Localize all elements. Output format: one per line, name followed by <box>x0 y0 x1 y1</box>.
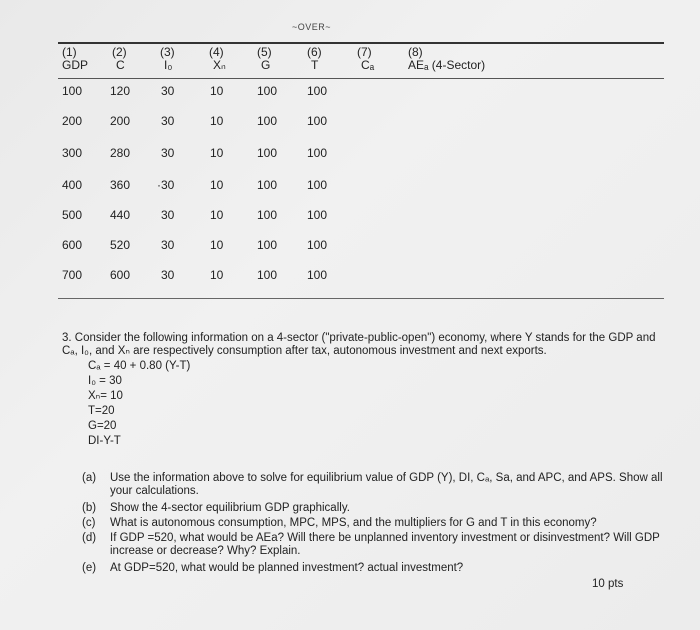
over-note: ~OVER~ <box>292 22 332 32</box>
table-cell: 500 <box>62 208 83 222</box>
table-cell: 280 <box>110 146 131 160</box>
col-header-g: (5) G <box>257 45 272 72</box>
table-bottom-rule <box>58 298 664 299</box>
table-cell: 360 <box>110 178 131 192</box>
table-cell: 10 <box>210 238 224 252</box>
table-cell: 30 <box>161 114 175 128</box>
table-cell: ·30 <box>157 178 175 192</box>
table-cell: 100 <box>257 268 278 282</box>
table-cell: 100 <box>307 178 328 192</box>
table-cell: 600 <box>62 238 83 252</box>
table-cell: 10 <box>210 84 224 98</box>
col-header-gdp: (1) GDP <box>62 45 89 72</box>
table-cell: 30 <box>161 268 175 282</box>
question-intro-line2: Cₐ, I₀, and Xₙ are respectively consumption after tax, autonomous investment and next exports. <box>62 345 547 357</box>
table-cell: 100 <box>307 114 328 128</box>
table-cell: 100 <box>257 208 278 222</box>
table-cell: 100 <box>257 146 278 160</box>
table-cell: 440 <box>110 208 131 222</box>
table-cell: 100 <box>257 238 278 252</box>
table-cell: 100 <box>307 84 328 98</box>
question-intro-line1: 3. Consider the following information on a 4-sector ("private-public-open") economy, where Y stands for the GDP and <box>62 332 656 344</box>
equation-investment: I₀ = 30 <box>88 375 122 387</box>
table-cell: 30 <box>161 146 175 160</box>
table-cell: 30 <box>161 238 175 252</box>
equation-tax: T=20 <box>88 405 115 417</box>
table-cell: 10 <box>210 114 224 128</box>
table-cell: 30 <box>161 208 175 222</box>
table-cell: 100 <box>307 146 328 160</box>
table-cell: 700 <box>62 268 83 282</box>
table-cell: 520 <box>110 238 131 252</box>
table-cell: 200 <box>62 114 83 128</box>
table-cell: 100 <box>257 84 278 98</box>
table-cell: 10 <box>210 268 224 282</box>
table-cell: 300 <box>62 146 83 160</box>
table-cell: 100 <box>307 268 328 282</box>
table-cell: 200 <box>110 114 131 128</box>
table-cell: 100 <box>257 114 278 128</box>
table-cell: 10 <box>210 146 224 160</box>
equation-government: G=20 <box>88 420 117 432</box>
table-cell: 100 <box>307 238 328 252</box>
points-label: 10 pts <box>592 578 624 590</box>
table-top-rule <box>58 42 664 44</box>
table-cell: 10 <box>210 208 224 222</box>
table-cell: 100 <box>257 178 278 192</box>
table-cell: 400 <box>62 178 83 192</box>
question-intro <box>62 332 662 358</box>
table-cell: 100 <box>307 208 328 222</box>
col-header-io: (3) I₀ <box>160 45 175 72</box>
table-cell: 100 <box>62 84 83 98</box>
col-header-c: (2) C <box>112 45 127 72</box>
header-bottom-rule <box>58 78 664 79</box>
table-cell: 10 <box>210 178 224 192</box>
col-header-ca: (7) Cₐ <box>357 45 375 72</box>
table-cell: 600 <box>110 268 131 282</box>
equation-consumption: Cₐ = 40 + 0.80 (Y-T) <box>88 360 191 372</box>
col-header-xn: (4) Xₙ <box>209 45 226 72</box>
equation-disposable-income: DI-Y-T <box>88 435 121 447</box>
worksheet-page: ~OVER~ (1) GDP (2) C (3) I₀ (4) Xₙ (5) G (6) T (7) Cₐ (8) AEₐ (4-Sector) 100 120 30 10 100 100 200 200 30 10 100 100 300 280 30 10 100 100 400 360 ·30 10 100 100 500 440 30 10 100 100 600 520 30 10 100 100 700 600 30 10 100 100 3. Consider the following information on a 4-sector ("private-public-open") economy, where Y stands for the GDP and Cₐ, I₀, and Xₙ are respectively consumption after tax, autonomous investment and next exports. Cₐ = 40 + 0.80 (Y-T) I₀ = 30 Xₙ= 10 T=20 G=20 DI-Y-T (a) Use the information above to solve for equilibrium value of GDP (Y), DI, Cₐ, Sa, and APC, and APS. Show all your calculations. (b) Show the 4-sector equilibrium GDP graphically. (c) What is autonomous consumption, MPC, MPS, and the multipliers for G and T in this economy? (d) If GDP =520, what would be AEa? Will there be unplanned inventory investment or disinvestment? Will GDP increase or decrease? Why? Explain. (e) At GDP=520, what would be planned investment? actual investment? 10 pts <box>0 0 700 630</box>
equation-net-exports: Xₙ= 10 <box>88 390 123 402</box>
table-cell: 120 <box>110 84 131 98</box>
col-header-t: (6) T <box>307 45 322 72</box>
table-cell: 30 <box>161 84 175 98</box>
col-header-ae: (8) AEₐ (4-Sector) <box>408 45 486 72</box>
